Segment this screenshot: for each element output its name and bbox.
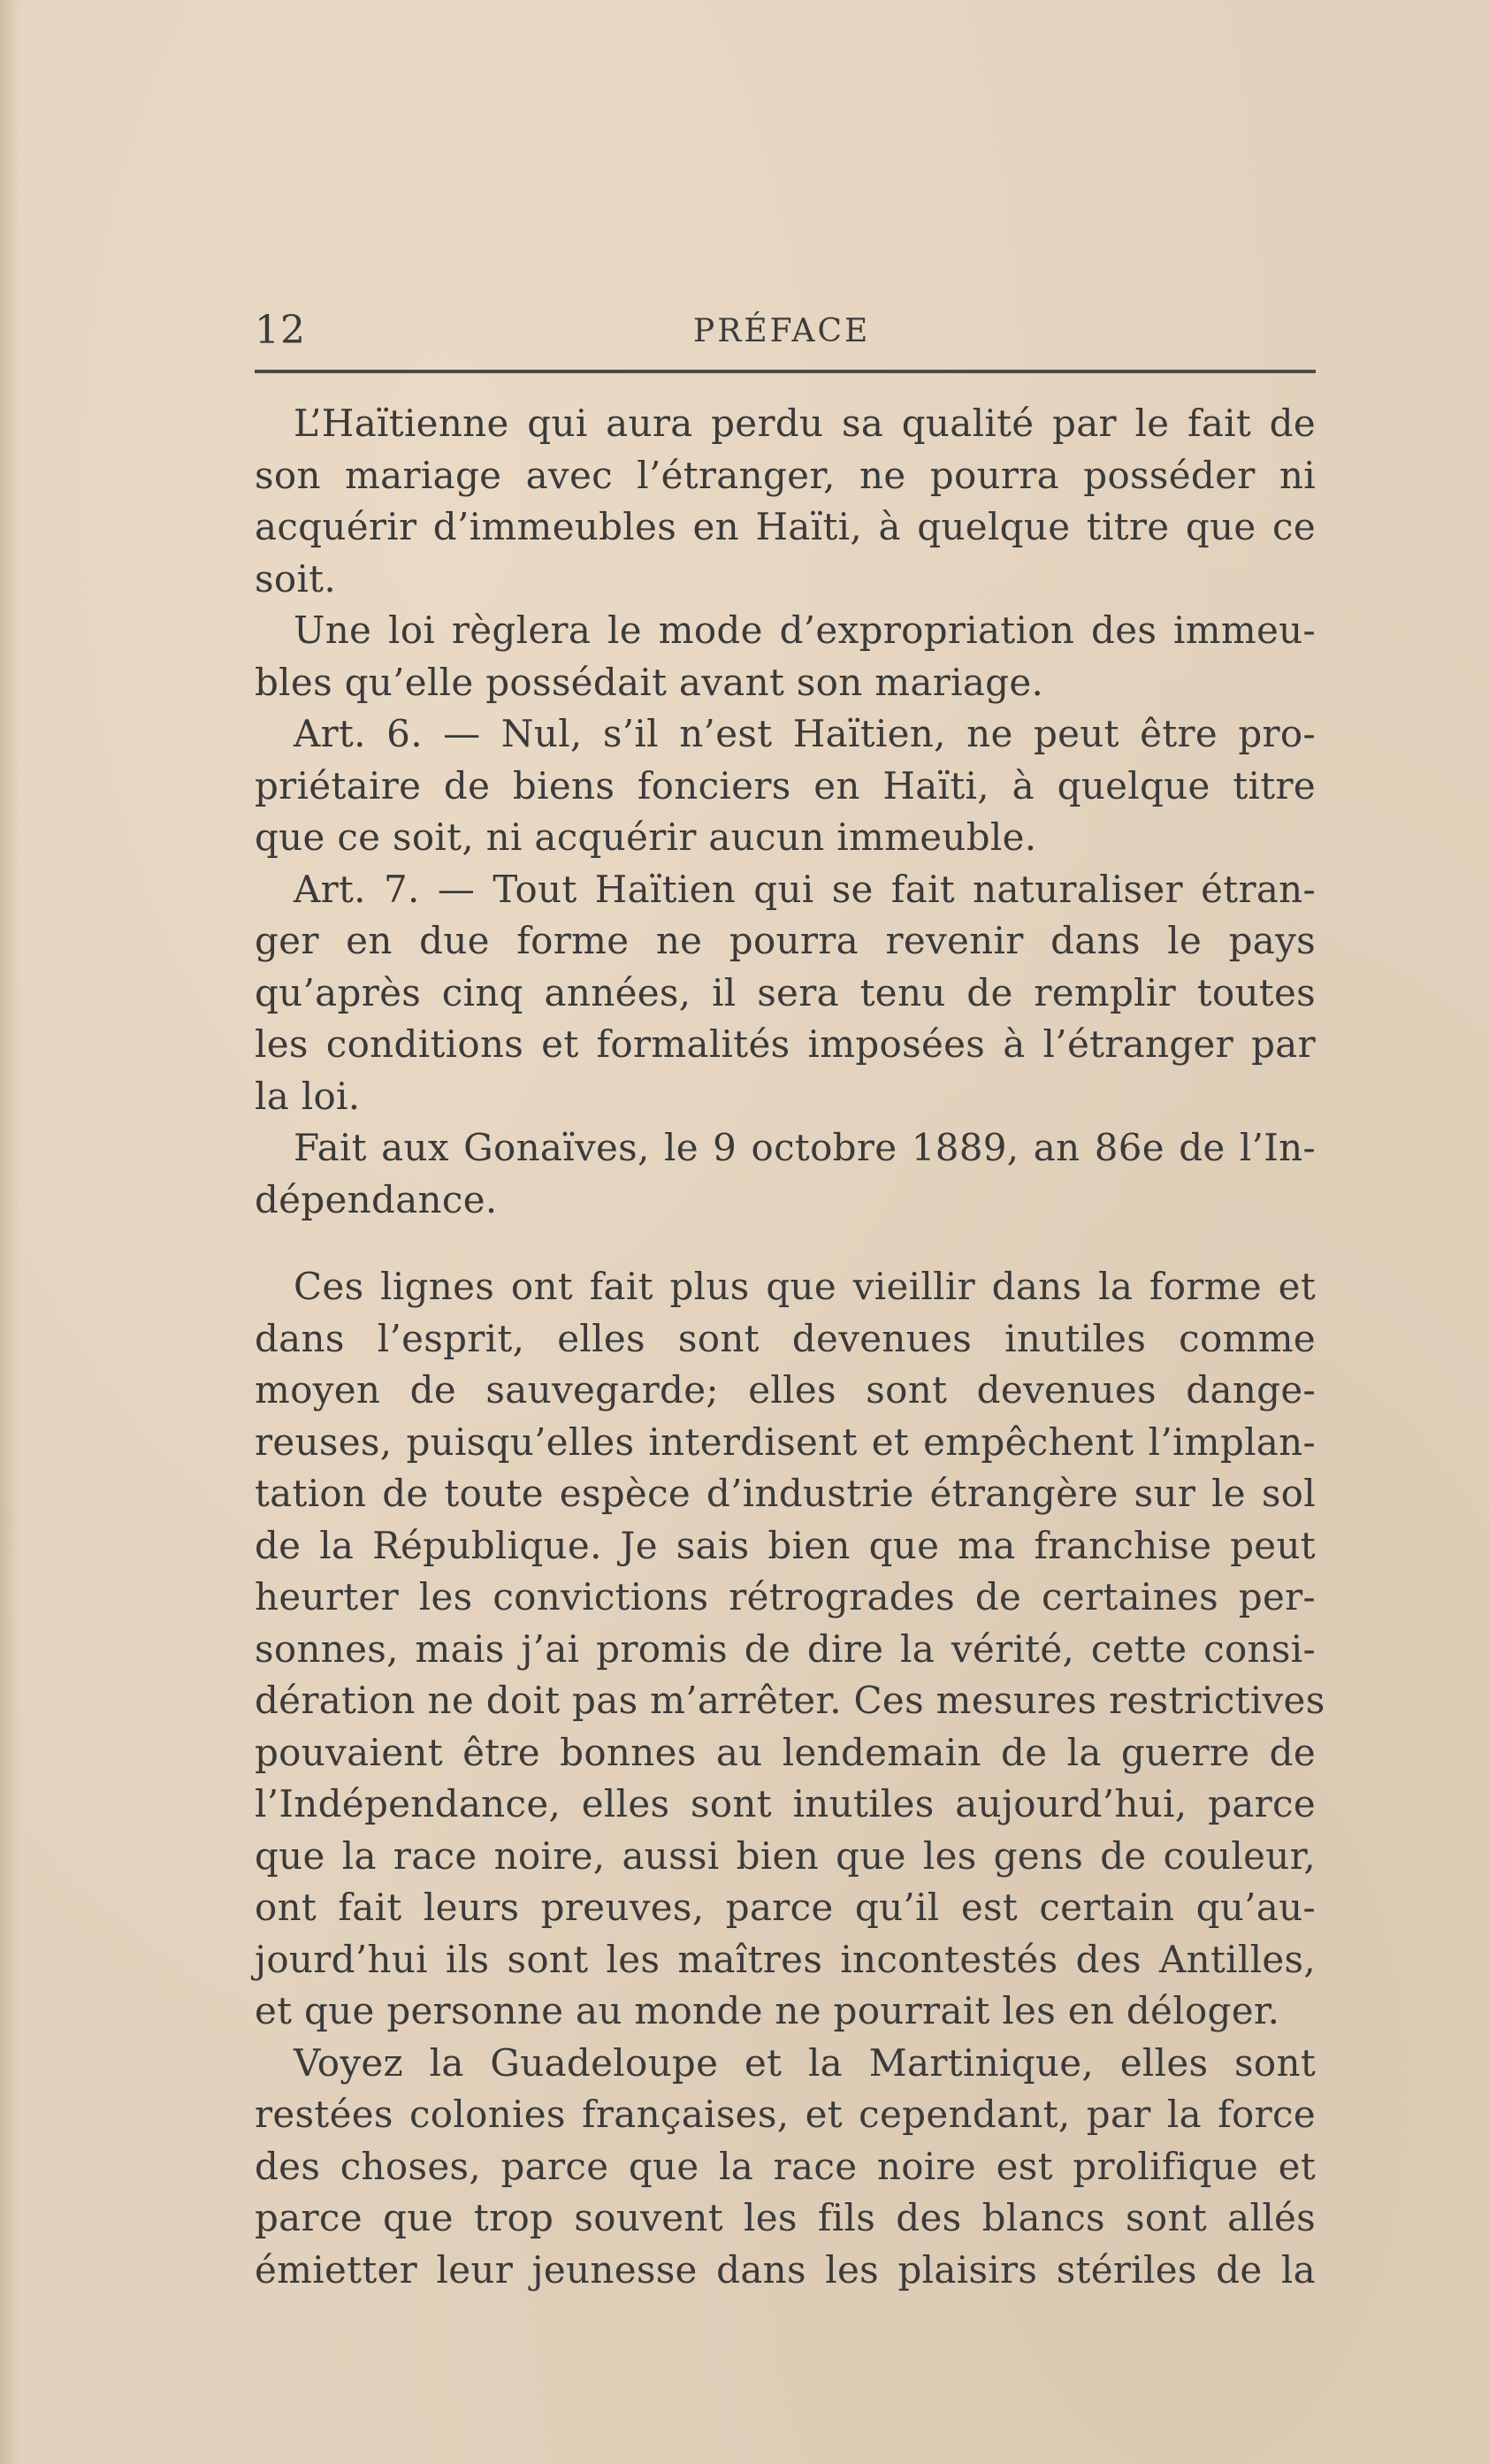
- page-header: [255, 308, 1316, 370]
- text-line: les conditions et formalités imposées à l’étranger par: [255, 1022, 1316, 1066]
- text-line: tation de toute espèce d’industrie étrangère sur le sol: [255, 1472, 1316, 1515]
- text-line: acquérir d’immeubles en Haïti, à quelque titre que ce: [255, 505, 1316, 548]
- text-line: émietter leur jeunesse dans les plaisirs stériles de la: [255, 2247, 1316, 2292]
- text-line: restées colonies françaises, et cependant, par la force: [255, 2093, 1316, 2136]
- commentary-block: [255, 1261, 1325, 2296]
- text-line: l’Indépendance, elles sont inutiles aujourd’hui, parce: [255, 1782, 1316, 1825]
- page-number: 12: [255, 308, 306, 353]
- page-left-edge-shadow: [0, 0, 19, 2464]
- text-line: Voyez la Guadeloupe et la Martinique, elles sont: [294, 2040, 1316, 2085]
- text-line: et que personne au monde ne pourrait les en déloger.: [255, 1989, 1280, 2032]
- text-line: Fait aux Gonaïves, le 9 octobre 1889, an 86e de l’In-: [294, 1126, 1316, 1169]
- running-head: PRÉFACE: [693, 313, 871, 349]
- text-line: heurter les convictions rétrogrades de certaines per-: [255, 1575, 1316, 1618]
- text-line: Art. 6. — Nul, s’il n’est Haïtien, ne peut être pro-: [294, 712, 1316, 755]
- text-line: Ces lignes ont fait plus que vieillir dans la forme et: [294, 1265, 1316, 1308]
- text-line: pouvaient être bonnes au lendemain de la guerre de: [255, 1730, 1316, 1774]
- text-line: moyen de sauvegarde; elles sont devenues dange-: [255, 1368, 1316, 1412]
- text-line: que ce soit, ni acquérir aucun immeuble.: [255, 815, 1037, 859]
- text-line: des choses, parce que la race noire est prolifique et: [255, 2144, 1316, 2188]
- text-line: priétaire de biens fonciers en Haïti, à quelque titre: [255, 763, 1316, 807]
- text-line: reuses, puisqu’elles interdisent et empêchent l’implan-: [255, 1419, 1316, 1464]
- text-line: ont fait leurs preuves, parce qu’il est certain qu’au-: [255, 1886, 1316, 1929]
- header-rule: [255, 370, 1316, 373]
- text-line: dépendance.: [255, 1177, 498, 1221]
- text-line: soit.: [255, 556, 337, 601]
- text-line: son mariage avec l’étranger, ne pourra posséder ni: [255, 453, 1316, 497]
- text-line: de la République. Je sais bien que ma franchise peut: [255, 1523, 1316, 1567]
- text-line: sonnes, mais j’ai promis de dire la vérité, cette consi-: [255, 1626, 1316, 1671]
- text-line: jourd’hui ils sont les maîtres incontestés des Antilles,: [255, 1937, 1316, 1981]
- text-line: que la race noire, aussi bien que les gens de couleur,: [255, 1833, 1316, 1878]
- text-line: bles qu’elle possédait avant son mariage.: [255, 660, 1044, 704]
- text-line: ger en due forme ne pourra revenir dans le pays: [255, 919, 1316, 962]
- text-line: dération ne doit pas m’arrêter. Ces mesures restrictives: [255, 1679, 1325, 1722]
- text-line: Une loi règlera le mode d’expropriation des immeu-: [294, 608, 1316, 652]
- text-line: la loi.: [255, 1074, 361, 1118]
- text-line: Art. 7. — Tout Haïtien qui se fait naturaliser étran-: [294, 867, 1316, 911]
- body-text: [255, 398, 1325, 2296]
- text-line: qu’après cinq années, il sera tenu de remplir toutes: [255, 970, 1316, 1014]
- text-line: dans l’esprit, elles sont devenues inutiles comme: [255, 1316, 1316, 1360]
- section-gap: [255, 1226, 1316, 1261]
- law-articles-block: [255, 398, 1316, 1226]
- text-line: parce que trop souvent les fils des blancs sont allés: [255, 2196, 1316, 2239]
- text-line: L’Haïtienne qui aura perdu sa qualité par le fait de: [294, 402, 1316, 445]
